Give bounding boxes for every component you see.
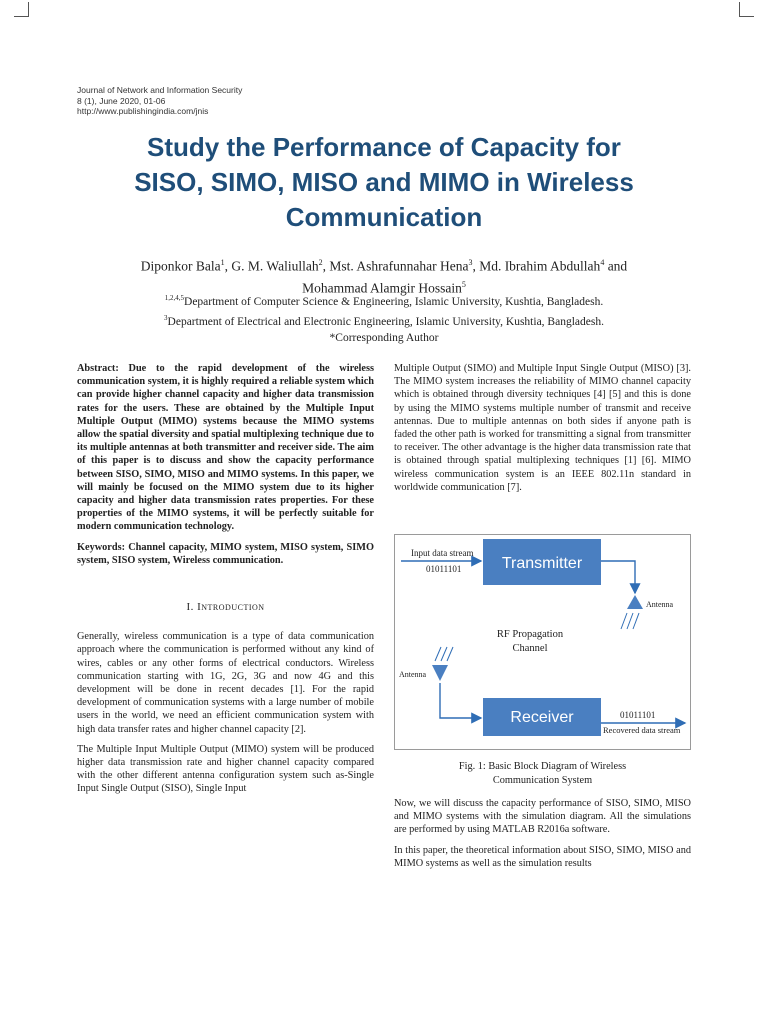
input-stream-label: Input data stream: [411, 548, 474, 558]
affiliation-2-text: Department of Electrical and Electronic Engineering, Islamic University, Kushtia, Bangladesh.: [167, 315, 604, 328]
receiver-label: Receiver: [510, 709, 574, 726]
author-1-sup: 1: [220, 258, 225, 267]
abstract-text: Due to the rapid development of the wireless communication system, it is highly required a reliable system which can provide higher channel capacity and higher data transmission rates for the users. These are obtained by the Multiple Input Multiple Output (MIMO) systems because the MIMO systems allow the spatial diversity and spatial multiplexing technique due to its multiple antennas at both transmitter and receiver side. The aim of this paper is to discuss and show the capacity performance between SISO, SIMO, MISO and MIMO systems. In this paper, we will mainly be focused on the MIMO system due to its higher capacity and higher data transmission rates properties. For these properties of the MIMO systems, it will be perfectly suitable for modern communication technology.: [77, 363, 374, 533]
author-3-sup: 3: [468, 258, 473, 267]
keywords-text: Channel capacity, MIMO system, MISO system, SIMO system, SISO system, Wireless communication.: [77, 541, 374, 566]
affiliation-2-sup: 3: [164, 313, 168, 322]
right-column-bottom: [394, 797, 691, 877]
author-2: , G. M. Waliullah: [224, 258, 319, 274]
transmit-antenna-label: Antenna: [646, 600, 674, 609]
affiliation-1-sup: 1,2,4,5: [164, 294, 185, 302]
affiliation-1: [0, 290, 768, 310]
transmit-signal-lines-icon: [621, 613, 639, 629]
body-paragraph-5: In this paper, the theoretical information about SISO, SIMO, MISO and MIMO systems as well as the simulation results: [394, 844, 691, 869]
journal-issue: 8 (1), June 2020, 01-06: [77, 95, 166, 106]
caption-line-2: Communication System: [492, 775, 593, 786]
title-line-1: Study the Performance of Capacity for: [147, 132, 621, 162]
author-line-1: [0, 254, 768, 276]
section-title: Introduction: [197, 601, 265, 614]
author-1: Diponkor Bala: [140, 258, 221, 274]
section-heading-introduction: [77, 601, 374, 614]
author-4: , Md. Ibrahim Abdullah: [472, 258, 601, 274]
affiliation-2: [0, 310, 768, 330]
right-column-top: [394, 362, 691, 501]
keywords: [77, 541, 374, 567]
channel-label-line-1: RF Propagation: [496, 629, 564, 640]
antenna-to-receiver-arrow: [440, 683, 481, 718]
input-bits-label: 01011101: [426, 564, 462, 574]
block-diagram-svg: [395, 535, 690, 749]
author-3: , Mst. Ashrafunnahar Hena: [322, 258, 469, 274]
abstract: [77, 362, 374, 534]
paper-title: [0, 130, 768, 235]
author-5-sup: 5: [461, 279, 466, 289]
body-paragraph-2: The Multiple Input Multiple Output (MIMO) system will be produced higher data transmission rate and higher channel capacity compared with the other different antenna configuration system such as-Single Input Single Output (SISO), Single Input: [77, 743, 374, 795]
body-paragraph-1: Generally, wireless communication is a type of data communication approach where the communication is performed without any kind of wires, cables or any other forms of electrical conductors. Wireless communication starting with 1G, 2G, 3G and now 4G and this development will be done in recent decades [1]. For the rapid development of communication systems with a large number of mobile users in the world, we need an efficient communication system with high data transfer rates and higher channel capacity [2].: [77, 631, 374, 735]
author-4-tail: and: [604, 258, 628, 274]
title-line-3: Communication: [285, 202, 483, 232]
abstract-label: Abstract:: [77, 363, 119, 374]
journal-header: [77, 85, 242, 117]
title-line-2: SISO, SIMO, MISO and MIMO in Wireless: [134, 167, 634, 197]
transmitter-label: Transmitter: [501, 555, 583, 572]
transmitter-to-antenna-arrow: [601, 561, 635, 593]
affiliation-1-text: Department of Computer Science & Engineering, Islamic University, Kushtia, Bangladesh.: [184, 295, 604, 308]
affiliations: [0, 290, 768, 346]
author-5: Mohammad Alamgir Hossain: [302, 280, 462, 295]
crop-mark-top-right: [739, 2, 754, 17]
figure-1-block-diagram: [394, 534, 691, 750]
author-4-sup: 4: [600, 258, 605, 267]
receive-antenna-icon: [432, 665, 448, 681]
channel-label-line-2: Channel: [512, 643, 548, 654]
crop-mark-top-left: [14, 2, 29, 17]
left-column: [77, 362, 374, 803]
receive-signal-lines-icon: [435, 647, 453, 661]
keywords-label: Keywords:: [77, 541, 126, 553]
output-bits-label: 01011101: [620, 710, 656, 720]
journal-name: Journal of Network and Information Security: [77, 85, 243, 95]
receive-antenna-label: Antenna: [399, 670, 427, 679]
author-2-sup: 2: [318, 258, 323, 267]
figure-1-caption: [394, 760, 691, 788]
corresponding-author: *Corresponding Author: [329, 331, 439, 344]
output-stream-label: Recovered data stream: [603, 725, 681, 735]
caption-line-1: Fig. 1: Basic Block Diagram of Wireless: [458, 761, 627, 772]
journal-url[interactable]: http://www.publishingindia.com/jnis: [77, 106, 209, 116]
transmit-antenna-icon: [627, 595, 643, 609]
body-paragraph-3: Multiple Output (SIMO) and Multiple Input Single Output (MISO) [3]. The MIMO system increases the reliability of MIMO channel capacity which is obtained through diversity techniques [4] [5] and this is done by using the MIMO systems multiple number of transmit and receive antennas. Due to multiple antennas on both sides if anyone path is faded the other path is worked for transmitting a signal from transmitter to receiver. The other advantage is the higher data transmission rate that is obtained through spatial multiplexing techniques [1] [6]. MIMO wireless communication system is an IEEE 802.11n standard in worldwide communication [7].: [394, 363, 691, 493]
body-paragraph-4: Now, we will discuss the capacity performance of SISO, SIMO, MISO and MIMO systems with the simulation diagram. All the simulations are performed by using MATLAB R2016a software.: [394, 798, 691, 836]
section-number: I.: [186, 601, 198, 614]
